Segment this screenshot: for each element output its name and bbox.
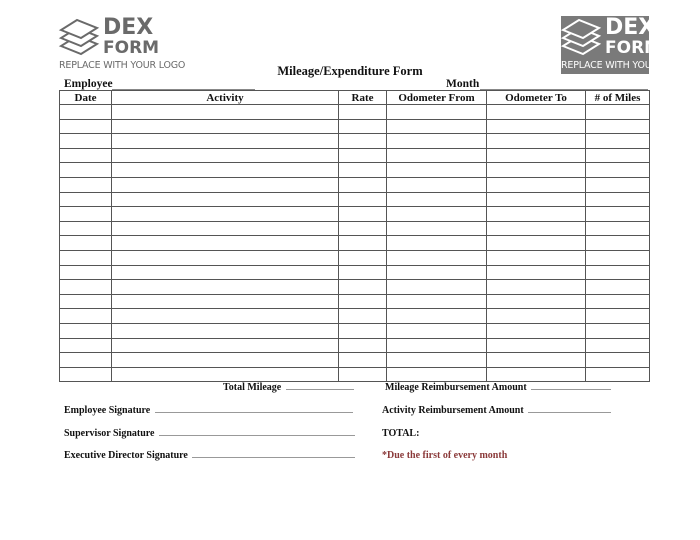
supervisor-signature-field[interactable] [159, 434, 355, 436]
mileage-reimbursement-field[interactable] [531, 388, 611, 390]
table-row [60, 309, 650, 324]
miles-cell[interactable] [586, 163, 650, 178]
odometer-from-cell[interactable] [387, 236, 487, 251]
miles-cell[interactable] [586, 294, 650, 309]
odometer-from-cell[interactable] [387, 265, 487, 280]
miles-cell[interactable] [586, 367, 650, 382]
miles-cell[interactable] [586, 134, 650, 149]
odometer-to-cell[interactable] [487, 177, 586, 192]
column-header-activity: Activity [112, 91, 339, 105]
rate-cell[interactable] [339, 148, 387, 163]
activity-cell[interactable] [112, 221, 339, 236]
odometer-from-cell[interactable] [387, 192, 487, 207]
column-header-rate: Rate [339, 91, 387, 105]
odometer-to-cell[interactable] [487, 265, 586, 280]
activity-cell[interactable] [112, 250, 339, 265]
date-cell[interactable] [60, 280, 112, 295]
date-cell[interactable] [60, 367, 112, 382]
rate-cell[interactable] [339, 177, 387, 192]
date-cell[interactable] [60, 105, 112, 120]
activity-cell[interactable] [112, 294, 339, 309]
rate-cell[interactable] [339, 192, 387, 207]
odometer-from-cell[interactable] [387, 148, 487, 163]
odometer-to-cell[interactable] [487, 309, 586, 324]
rate-cell[interactable] [339, 367, 387, 382]
table-row [60, 177, 650, 192]
activity-cell[interactable] [112, 265, 339, 280]
table-body [60, 105, 650, 382]
odometer-from-cell[interactable] [387, 338, 487, 353]
form-title: Mileage/Expenditure Form [277, 64, 423, 78]
table-row [60, 323, 650, 338]
miles-cell[interactable] [586, 236, 650, 251]
miles-cell[interactable] [586, 309, 650, 324]
rate-cell[interactable] [339, 294, 387, 309]
column-header-miles: # of Miles [586, 91, 650, 105]
odometer-from-cell[interactable] [387, 177, 487, 192]
table-row [60, 119, 650, 134]
rate-cell[interactable] [339, 236, 387, 251]
activity-cell[interactable] [112, 105, 339, 120]
odometer-to-cell[interactable] [487, 353, 586, 368]
miles-cell[interactable] [586, 148, 650, 163]
date-cell[interactable] [60, 338, 112, 353]
date-cell[interactable] [60, 323, 112, 338]
activity-reimbursement-row [382, 405, 611, 416]
table-row [60, 265, 650, 280]
activity-cell[interactable] [112, 338, 339, 353]
rate-cell[interactable] [339, 338, 387, 353]
odometer-to-cell[interactable] [487, 294, 586, 309]
miles-cell[interactable] [586, 207, 650, 222]
table-row [60, 367, 650, 382]
date-cell[interactable] [60, 294, 112, 309]
odometer-to-cell[interactable] [487, 236, 586, 251]
date-cell[interactable] [60, 207, 112, 222]
rate-cell[interactable] [339, 163, 387, 178]
executive-director-signature-field[interactable] [192, 456, 355, 458]
rate-cell[interactable] [339, 323, 387, 338]
activity-cell[interactable] [112, 236, 339, 251]
miles-cell[interactable] [586, 353, 650, 368]
table-row [60, 338, 650, 353]
table-header-row [60, 91, 650, 105]
due-note: *Due the first of every month [382, 450, 508, 461]
book-stack-icon [561, 18, 601, 58]
employee-signature-row [64, 405, 353, 416]
odometer-from-cell[interactable] [387, 221, 487, 236]
odometer-to-cell[interactable] [487, 163, 586, 178]
odometer-to-cell[interactable] [487, 207, 586, 222]
miles-cell[interactable] [586, 192, 650, 207]
logo-text-line1: DEX [605, 15, 656, 40]
odometer-from-cell[interactable] [387, 353, 487, 368]
total-mileage-row [223, 382, 354, 393]
table-row [60, 134, 650, 149]
rate-cell[interactable] [339, 134, 387, 149]
date-cell[interactable] [60, 148, 112, 163]
column-header-odometer-from: Odometer From [387, 91, 487, 105]
table-row [60, 148, 650, 163]
odometer-from-cell[interactable] [387, 367, 487, 382]
date-cell[interactable] [60, 192, 112, 207]
rate-cell[interactable] [339, 119, 387, 134]
odometer-to-cell[interactable] [487, 323, 586, 338]
activity-cell[interactable] [112, 177, 339, 192]
miles-cell[interactable] [586, 250, 650, 265]
activity-cell[interactable] [112, 163, 339, 178]
miles-cell[interactable] [586, 265, 650, 280]
supervisor-signature-label: Supervisor Signature [64, 428, 155, 439]
table-row [60, 221, 650, 236]
miles-cell[interactable] [586, 323, 650, 338]
column-header-date: Date [60, 91, 112, 105]
rate-cell[interactable] [339, 309, 387, 324]
table-row [60, 294, 650, 309]
date-cell[interactable] [60, 265, 112, 280]
employee-label: Employee [64, 78, 113, 90]
activity-cell[interactable] [112, 192, 339, 207]
total-mileage-label: Total Mileage [223, 382, 282, 393]
month-label: Month [446, 78, 480, 90]
column-header-odometer-to: Odometer To [487, 91, 586, 105]
logo-tagline: REPLACE WITH YOUR LOGO [561, 60, 688, 71]
employee-signature-field[interactable] [155, 411, 353, 413]
table-row [60, 163, 650, 178]
odometer-to-cell[interactable] [487, 192, 586, 207]
date-cell[interactable] [60, 163, 112, 178]
odometer-from-cell[interactable] [387, 309, 487, 324]
activity-cell[interactable] [112, 353, 339, 368]
total-row [382, 428, 419, 439]
odometer-to-cell[interactable] [487, 148, 586, 163]
activity-reimbursement-field[interactable] [528, 411, 611, 413]
table-row [60, 236, 650, 251]
logo-text-line2: FORM [605, 38, 662, 58]
date-cell[interactable] [60, 353, 112, 368]
miles-cell[interactable] [586, 119, 650, 134]
odometer-to-cell[interactable] [487, 134, 586, 149]
miles-cell[interactable] [586, 177, 650, 192]
miles-cell[interactable] [586, 105, 650, 120]
supervisor-signature-row [64, 428, 355, 439]
mileage-reimbursement-row [385, 382, 611, 393]
date-cell[interactable] [60, 309, 112, 324]
executive-director-signature-row [64, 450, 355, 461]
activity-cell[interactable] [112, 280, 339, 295]
odometer-to-cell[interactable] [487, 119, 586, 134]
date-cell[interactable] [60, 236, 112, 251]
activity-cell[interactable] [112, 367, 339, 382]
activity-cell[interactable] [112, 134, 339, 149]
odometer-from-cell[interactable] [387, 119, 487, 134]
date-cell[interactable] [60, 119, 112, 134]
table-row [60, 207, 650, 222]
activity-cell[interactable] [112, 309, 339, 324]
date-cell[interactable] [60, 177, 112, 192]
odometer-from-cell[interactable] [387, 207, 487, 222]
date-cell[interactable] [60, 221, 112, 236]
rate-cell[interactable] [339, 105, 387, 120]
logo-text-line1: DEX [103, 15, 154, 40]
rate-cell[interactable] [339, 207, 387, 222]
odometer-from-cell[interactable] [387, 250, 487, 265]
date-cell[interactable] [60, 134, 112, 149]
odometer-to-cell[interactable] [487, 367, 586, 382]
activity-cell[interactable] [112, 207, 339, 222]
odometer-from-cell[interactable] [387, 280, 487, 295]
odometer-from-cell[interactable] [387, 323, 487, 338]
odometer-from-cell[interactable] [387, 134, 487, 149]
date-cell[interactable] [60, 250, 112, 265]
miles-cell[interactable] [586, 338, 650, 353]
miles-cell[interactable] [586, 280, 650, 295]
rate-cell[interactable] [339, 353, 387, 368]
rate-cell[interactable] [339, 280, 387, 295]
logo-text-line2: FORM [103, 38, 160, 58]
activity-reimbursement-label: Activity Reimbursement Amount [382, 405, 524, 416]
odometer-from-cell[interactable] [387, 163, 487, 178]
odometer-to-cell[interactable] [487, 250, 586, 265]
executive-director-signature-label: Executive Director Signature [64, 450, 188, 461]
employee-signature-label: Employee Signature [64, 405, 151, 416]
rate-cell[interactable] [339, 265, 387, 280]
table-row [60, 280, 650, 295]
rate-cell[interactable] [339, 221, 387, 236]
table-row [60, 192, 650, 207]
activity-cell[interactable] [112, 323, 339, 338]
table-row [60, 105, 650, 120]
odometer-to-cell[interactable] [487, 338, 586, 353]
odometer-to-cell[interactable] [487, 280, 586, 295]
odometer-to-cell[interactable] [487, 105, 586, 120]
odometer-to-cell[interactable] [487, 221, 586, 236]
odometer-from-cell[interactable] [387, 294, 487, 309]
table-row [60, 353, 650, 368]
total-mileage-field[interactable] [286, 388, 354, 390]
activity-cell[interactable] [112, 148, 339, 163]
mileage-table [59, 90, 650, 382]
mileage-reimbursement-label: Mileage Reimbursement Amount [385, 382, 527, 393]
odometer-from-cell[interactable] [387, 105, 487, 120]
table-row [60, 250, 650, 265]
rate-cell[interactable] [339, 250, 387, 265]
miles-cell[interactable] [586, 221, 650, 236]
logo-tagline: REPLACE WITH YOUR LOGO [59, 60, 186, 71]
activity-cell[interactable] [112, 119, 339, 134]
total-label: TOTAL: [382, 428, 420, 439]
book-stack-icon [59, 18, 99, 58]
